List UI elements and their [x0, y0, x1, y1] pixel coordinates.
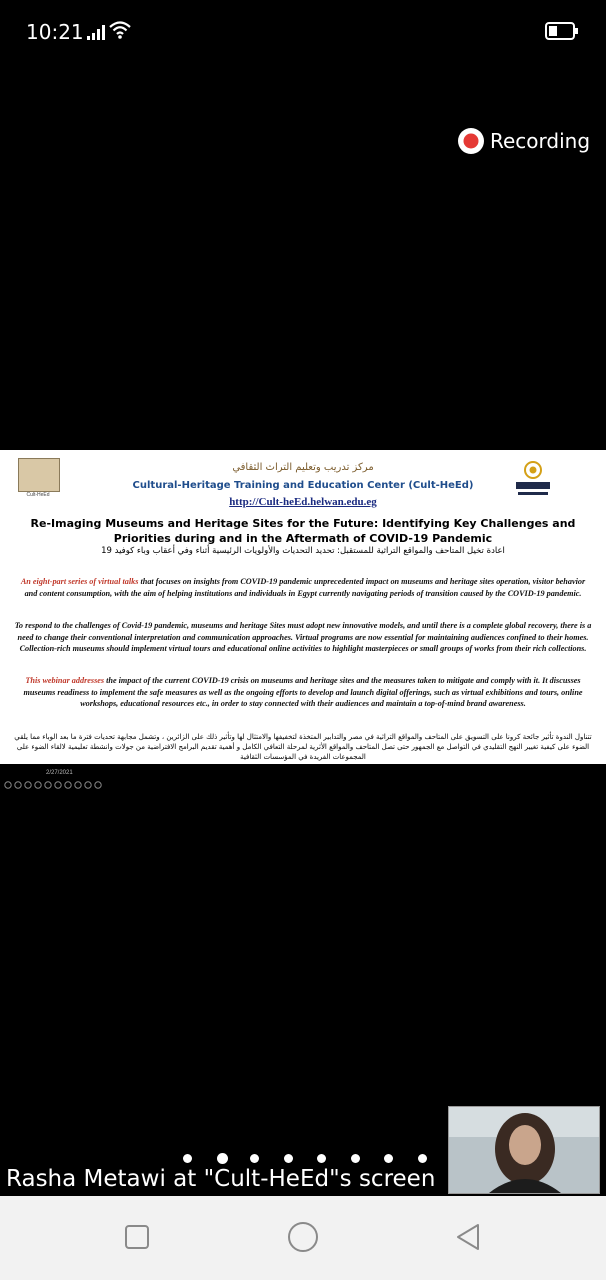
back-icon[interactable]: [454, 1222, 482, 1252]
recording-label: Recording: [490, 129, 591, 153]
intro-body: that focuses on insights from COVID-19 pandemic unprecedented impact on museums and heritage sites operation, visitor behavior and content consumption, with the aim of helping institutions and individuals in Egypt currently navigating periods of transition caused by the COVID-19 pandemic.: [24, 577, 586, 598]
intro-paragraph: [14, 576, 592, 599]
center-url-link[interactable]: http://Cult-heEd.helwan.edu.eg: [229, 496, 377, 508]
slide-title: Re-Imaging Museums and Heritage Sites for the Future: Identifying Key Challenges and Priorities during and in the Aftermath of COVID-19 Pandemic: [30, 517, 576, 545]
status-bar: [0, 0, 606, 62]
webinar-paragraph: [14, 675, 592, 710]
center-name-arabic: مركز تدريب وتعليم التراث الثقافي: [232, 462, 374, 473]
recent-apps-icon[interactable]: [124, 1224, 150, 1250]
home-icon[interactable]: [287, 1221, 319, 1253]
webinar-body: the impact of the current COVID-19 crisis on museums and heritage sites and the measures taken to mitigate and comply with it. It discusses museums readiness to implement the safe measures as well as the ongoing efforts to develop and launch digital offerings, such as virtual exhibitions and tours, online workshops, educational resources etc., in order to stay connected with their audiences and maintain a top-of-mind brand awareness.: [23, 676, 583, 708]
page-dot[interactable]: [418, 1154, 427, 1163]
slide-subtitle-arabic: اعادة تخيل المتاحف والمواقع التراثية للمستقبل: تحديد التحديات والأولويات الرئيسية أثناء وفي أعقاب وباء كوفيد 19: [101, 546, 505, 556]
intro-lead: An eight-part series of virtual talks: [20, 577, 139, 586]
page-dot-active[interactable]: [217, 1153, 228, 1164]
shared-screen-slide: [0, 450, 606, 764]
recording-indicator: [456, 126, 590, 156]
presenter-video-thumbnail[interactable]: [448, 1106, 600, 1194]
status-time: 10:21: [26, 20, 84, 44]
page-dot[interactable]: [284, 1154, 293, 1163]
page-dot[interactable]: [250, 1154, 259, 1163]
webinar-lead: This webinar addresses: [25, 676, 105, 685]
slide-date: 2/27/2021: [46, 770, 73, 776]
page-dot[interactable]: [351, 1154, 360, 1163]
challenges-paragraph: To respond to the challenges of Covid-19 pandemic, museums and heritage Sites must adopt new innovative models, and until there is a complete global recovery, there is a need to change their conventional interpretation and communication approaches. Virtual programs are now essential for maintaining audiences confined to their homes. Collection-rich museums should implement virtual tours and educational online activities to highlight masterpieces or small groups of works from their rich collections.: [14, 621, 592, 653]
page-dot[interactable]: [317, 1154, 326, 1163]
record-icon: [456, 126, 486, 156]
signal-icon: [86, 24, 106, 40]
wifi-icon: [108, 20, 132, 40]
arabic-paragraph: تتناول الندوة تأثير جائحة كرونا على التسويق على المتاحف والمواقع التراثية في مصر والتدابير المتخذة لتخفيفها والامتثال لها وتأثير ذلك على الزائرين ، وتشمل مجابهة تحديات فترة ما بعد الوباء مما يلقي الضوء على كيفية تغيير النهج التقليدي في التواصل مع الجمهور حتى تصل المتاحف والمواقع الأثرية لمرحلة التعافي الكامل و أهمية تقديم البرامج الافتراضية من جولات وانشطة تعليمية لالقاء الضوء على المجموعات الفريدة في المؤسسات الثقافية: [14, 733, 592, 761]
battery-icon: [545, 22, 579, 40]
center-name-english: Cultural-Heritage Training and Education Center (Cult-HeEd): [132, 480, 474, 491]
navigation-bar: [0, 1196, 606, 1280]
page-indicator[interactable]: [180, 1152, 430, 1166]
presenter-avatar: [449, 1107, 599, 1193]
page-dot[interactable]: [183, 1154, 192, 1163]
cult-heed-logo-caption: Cult-HeEd: [26, 492, 50, 498]
slide-toolbar-icons: [4, 781, 108, 789]
presenter-caption: Rasha Metawi at "Cult-HeEd"s screen: [6, 1166, 436, 1192]
page-dot[interactable]: [384, 1154, 393, 1163]
